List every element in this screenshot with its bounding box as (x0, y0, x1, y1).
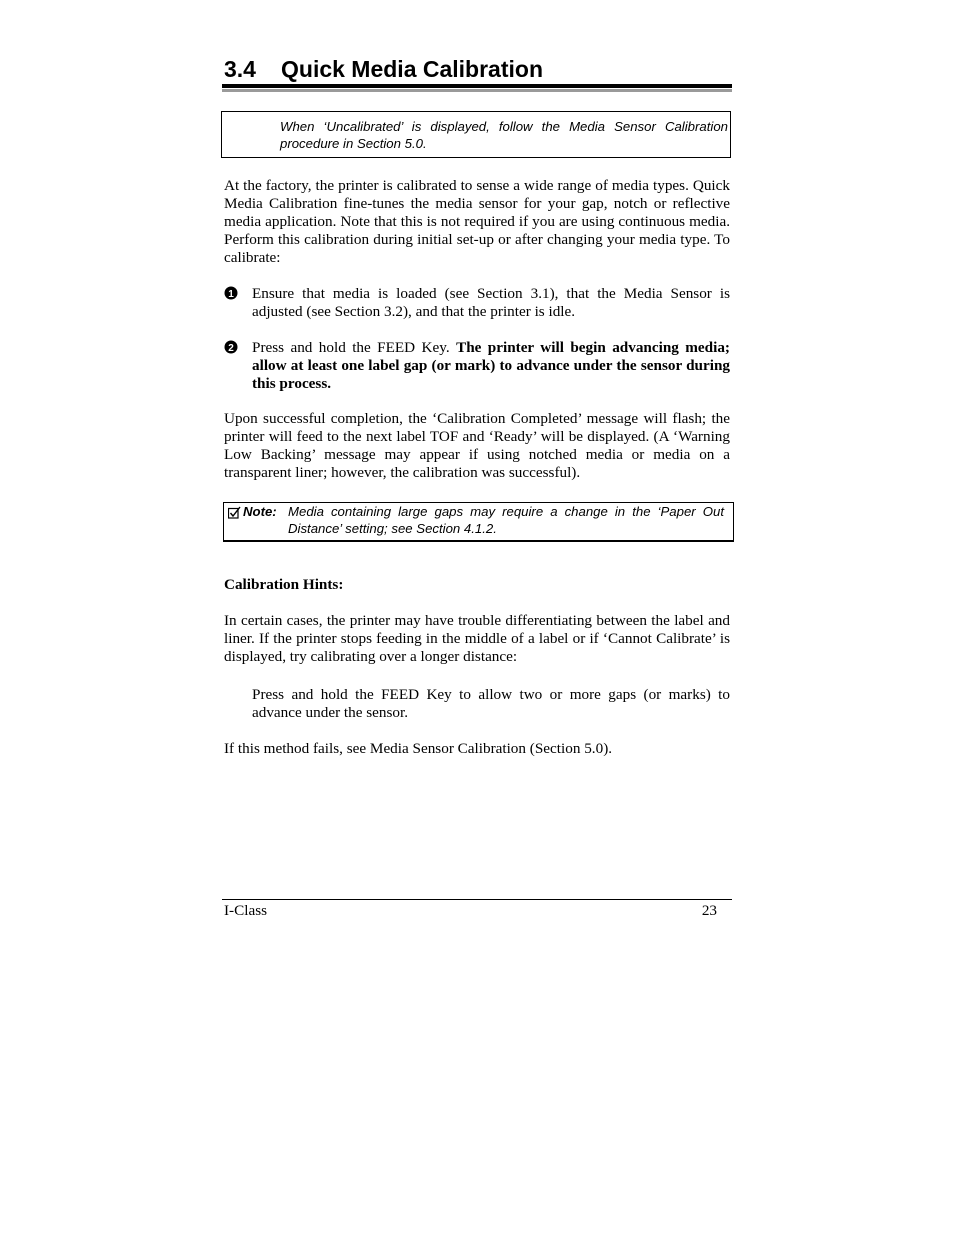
intro-paragraph: At the factory, the printer is calibrated to sense a wide range of media types. Quick Media Calibration fine-tunes the media sensor for your gap, notch or reflective media application. Note that this is not required if you are using continuous media. Perform this calibration during initial set-up or after changing your media type. To calibrate: (224, 177, 730, 266)
callout-text: When ‘Uncalibrated’ is displayed, follow the Media Sensor Calibration procedure in Section 5.0. (280, 119, 728, 151)
callout-box (221, 111, 731, 158)
hints-indented-instruction: Press and hold the FEED Key to allow two or more gaps (or marks) to advance under the sensor. (252, 686, 730, 721)
footer-rule (222, 899, 732, 900)
step-2-bold: The printer will begin advancing media; allow at least one label gap (or mark) to advance under the sensor during this process. (252, 339, 730, 392)
section-number: 3.4 (224, 56, 256, 82)
note-text: Media containing large gaps may require a change in the ‘Paper Out Distance’ setting; see Section 4.1.2. (288, 504, 724, 536)
step-1 (224, 285, 730, 321)
step-2-text (252, 339, 730, 393)
section-heading (224, 54, 732, 84)
hints-paragraph: In certain cases, the printer may have trouble differentiating between the label and liner. If the printer stops feeding in the middle of a label or if ‘Cannot Calibrate’ is displayed, try calibrating over a longer distance: (224, 612, 730, 665)
fallback-paragraph: If this method fails, see Media Sensor Calibration (Section 5.0). (224, 740, 613, 757)
step-2 (224, 339, 730, 393)
heading-shadow-rule (222, 89, 732, 92)
completion-paragraph: Upon successful completion, the ‘Calibration Completed’ message will flash; the printer will feed to the next label TOF and ‘Ready’ will be displayed. (A ‘Warning Low Backing’ message may appear if using notched media or media on a transparent liner; however, the calibration was successful). (224, 410, 730, 481)
circled-number-1-icon (224, 286, 240, 302)
note-box (223, 502, 734, 542)
heading-rule (222, 84, 732, 88)
section-title: Quick Media Calibration (281, 56, 543, 82)
circled-number-2-icon (224, 340, 240, 356)
svg-text:2: 2 (228, 343, 234, 354)
step-2-plain: Press and hold the FEED Key. (252, 339, 450, 356)
note-label: Note: (243, 504, 277, 519)
page-number: 23 (701, 902, 717, 919)
hints-heading: Calibration Hints: (224, 576, 344, 593)
checkbox-check-icon (228, 506, 241, 519)
step-1-text: Ensure that media is loaded (see Section 3.1), that the Media Sensor is adjusted (see Section 3.2), and that the printer is idle. (252, 285, 730, 320)
svg-text:1: 1 (228, 289, 234, 300)
footer-product: I-Class (224, 902, 268, 919)
